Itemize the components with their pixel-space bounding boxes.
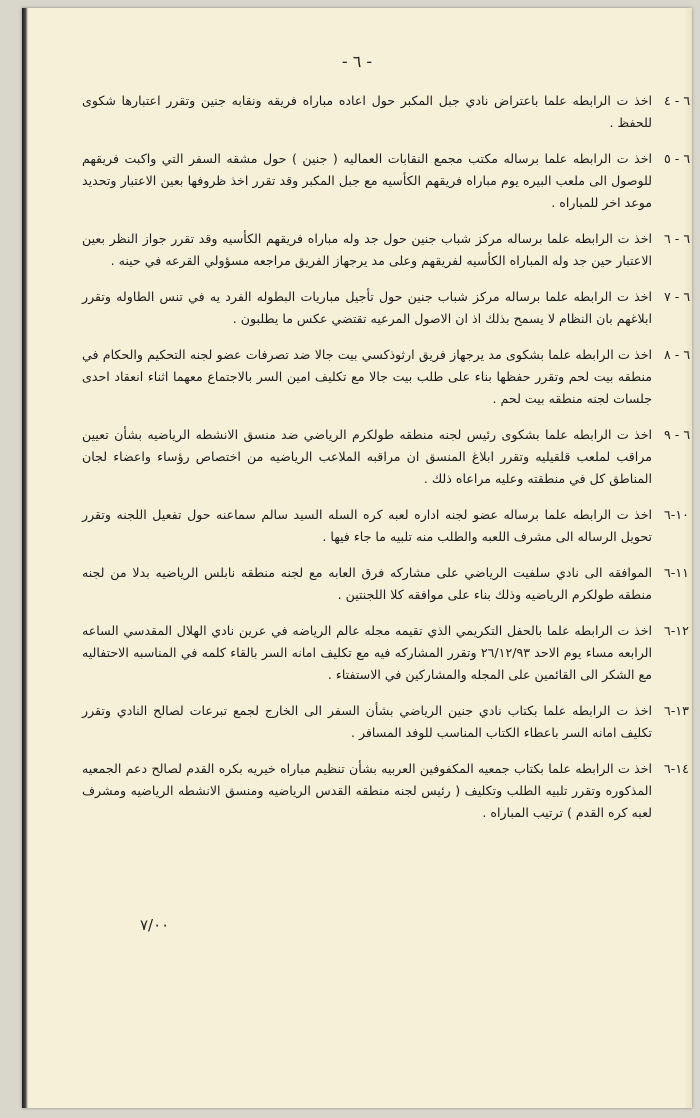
item-number: ١٤-٦ <box>664 761 689 776</box>
item-number: ١٢-٦ <box>664 623 689 638</box>
minutes-item <box>82 148 691 214</box>
minutes-items-list <box>82 90 691 838</box>
minutes-item <box>82 228 691 272</box>
minutes-item <box>82 344 691 410</box>
footer-page-reference: ٧/٠٠ <box>140 916 170 934</box>
item-text: الموافقه الى نادي سلفيت الرياضي على مشاركه فرق العابه مع لجنه منطقه نابلس الرياضيه بدلا من لجنه منطقه طولكرم الرياضيه وذلك بناء على موافقه كلا اللجنتين . <box>82 565 652 602</box>
item-number: ٦ - ٩ <box>664 427 691 442</box>
minutes-item <box>82 504 689 548</box>
item-number: ٦ - ٨ <box>664 347 691 362</box>
minutes-item <box>82 286 691 330</box>
item-text: اخذ ت الرابطه علما بشكوى رئيس لجنه منطقه طولكرم الرياضي ضد منسق الانشطه الرياضيه بشأن تعيين مراقب لملعب قلقيليه وتقرر ابلاغ المنسق ان مراقبه الملاعب الرياضيه من اختصاص رؤساء واعضاء لجان المناطق كل في منطقته وعليه مراعاه ذلك . <box>82 427 652 486</box>
minutes-item <box>82 562 689 606</box>
item-text: اخذ ت الرابطه علما بكتاب جمعيه المكفوفين العربيه بشأن تنظيم مباراه خيريه بكره القدم لصالح دعم الجمعيه المذكوره وتقرر تلبيه الطلب وتكليف ( رئيس لجنه منطقه القدس الرياضيه ومنسق الانشطه الرياضيه ومشرف لعبه كره القدم ) ترتيب المباراه . <box>82 761 652 820</box>
minutes-item <box>82 758 689 824</box>
item-text: اخذ ت الرابطه علما برساله عضو لجنه اداره لعبه كره السله السيد سالم سماعنه حول تفعيل اللجنه وتقرر تحويل الرساله الى مشرف اللعبه والطلب منه تلبيه ما جاء فيها . <box>82 507 652 544</box>
item-text: اخذ ت الرابطه علما برساله مركز شباب جنين حول جد وله مباراه فريقهم الكأسيه وقد تقرر جواز النظر بعين الاعتبار حين جد وله المباراه الكأسيه لفريقهم وعلى مد يرجهاز الفريق مراجعه مسؤولي القرعه في حينه . <box>82 231 652 268</box>
minutes-item <box>82 700 689 744</box>
item-number: ١٠-٦ <box>664 507 689 522</box>
item-number: ١١-٦ <box>664 565 689 580</box>
page-number: - ٦ - <box>341 52 373 71</box>
document-page <box>22 8 692 1108</box>
item-text: اخذ ت الرابطه علما بشكوى مد يرجهاز فريق ارثوذكسي بيت جالا ضد تصرفات عضو لجنه التحكيم والحكام في منطقه بيت لحم وتقرر حفظها بناء على طلب بيت جالا مع تكليف امين السر بالاجتماع معهما اثناء انعقاد احدى جلسات لجنه منطقه بيت لحم . <box>82 347 652 406</box>
minutes-item <box>82 424 691 490</box>
item-number: ٦ - ٦ <box>664 231 691 246</box>
minutes-item <box>82 90 691 134</box>
item-text: اخذ ت الرابطه علما باعتراض نادي جبل المكبر حول اعاده مباراه فريقه ونقابه جنين وتقرر اعتبارها شكوى للحفظ . <box>82 93 652 130</box>
minutes-item <box>82 620 689 686</box>
item-text: اخذ ت الرابطه علما بكتاب نادي جنين الرياضي بشأن السفر الى الخارج لجمع تبرعات لصالح النادي وتقرر تكليف امانه السر باعطاء الكتاب المناسب للوفد المسافر . <box>82 703 652 740</box>
item-number: ٦ - ٤ <box>664 93 691 108</box>
item-text: اخذ ت الرابطه علما بالحفل التكريمي الذي تقيمه مجله عالم الرياضه في عرين نادي الهلال المقدسي الساعه الرابعه مساء يوم الاحد ٢٦/١٢/٩٣ وتقرر المشاركه فيه مع تكليف امانه السر بالقاء كلمه في المناسبه الاحتفاليه مع الشكر الى القائمين على المجله والمشاركين في الاستفتاء . <box>82 623 652 682</box>
page-edge-shade <box>684 8 692 1108</box>
item-number: ٦ - ٥ <box>664 151 691 166</box>
item-number: ٦ - ٧ <box>664 289 691 304</box>
item-text: اخذ ت الرابطه علما برساله مركز شباب جنين حول تأجيل مباريات البطوله الفرد يه في تنس الطاوله وتقرر ابلاغهم بان النظام لا يسمح بذلك اذ ان الاصول المرعيه تقتضي عكس ما يطلبون . <box>82 289 652 326</box>
item-text: اخذ ت الرابطه علما برساله مكتب مجمع النقابات العماليه ( جنين ) حول مشقه السفر التي واكبت فريقهم للوصول الى ملعب البيره يوم مباراه فريقهم الكأسيه مع جبل المكبر وقد تقرر اخذ ظروفها بعين الاعتبار وتحديد موعد اخر للمباراه . <box>82 151 652 210</box>
item-number: ١٣-٦ <box>664 703 689 718</box>
